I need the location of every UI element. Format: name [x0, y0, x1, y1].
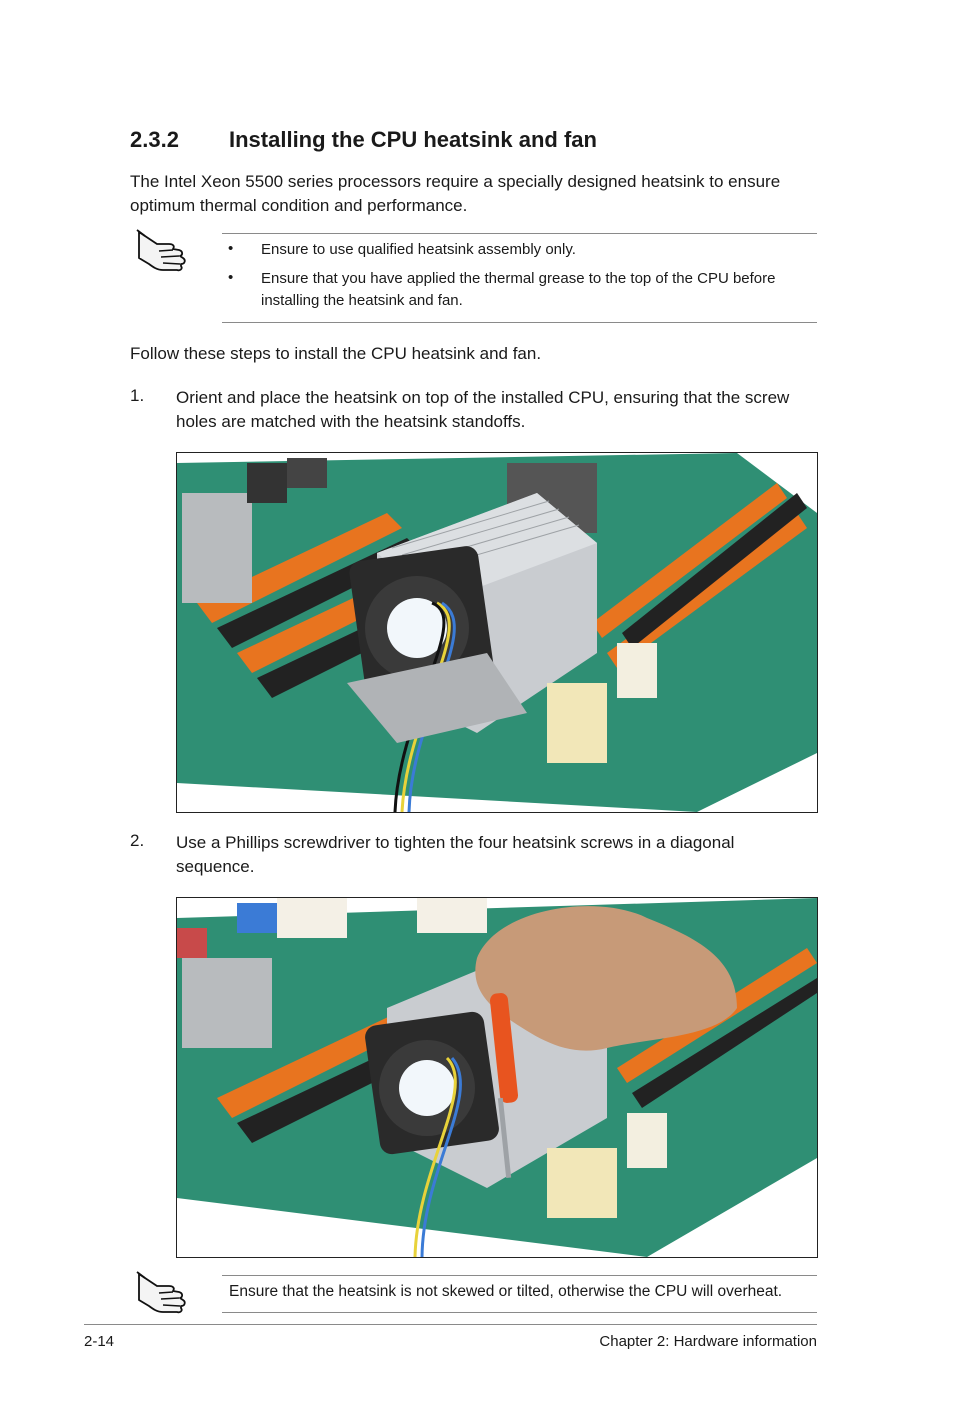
- intro-paragraph: The Intel Xeon 5500 series processors require a specially designed heatsink to ensure optimum thermal condition and performance.: [130, 172, 781, 215]
- step-2-number: 2.: [130, 831, 145, 850]
- step-1-text: Orient and place the heatsink on top of the installed CPU, ensuring that the screw holes are matched with the heatsink standoffs.: [176, 388, 790, 431]
- section-title: Installing the CPU heatsink and fan: [229, 127, 597, 152]
- page-number: 2-14: [84, 1333, 115, 1350]
- bullet-dot: •: [228, 269, 234, 286]
- bullet-dot: •: [228, 240, 234, 257]
- note1-top-rule: [222, 233, 817, 234]
- heatsink-placement-photo: [176, 452, 818, 813]
- note1-bullet-1: Ensure to use qualified heatsink assembly only.: [261, 241, 576, 258]
- note1-bottom-rule: [222, 322, 817, 323]
- section-heading: [130, 127, 597, 153]
- note2-bottom-rule: [222, 1312, 817, 1313]
- pointing-hand-icon: [135, 1266, 191, 1316]
- pointing-hand-icon: [135, 224, 191, 274]
- step-1-number: 1.: [130, 386, 145, 405]
- screwdriver-tightening-photo: [176, 897, 818, 1258]
- step-2-text: Use a Phillips screwdriver to tighten the four heatsink screws in a diagonal sequence.: [176, 833, 735, 876]
- footer-rule: [84, 1324, 817, 1325]
- section-number: 2.3.2: [130, 127, 179, 152]
- lead-in-text: Follow these steps to install the CPU heatsink and fan.: [130, 344, 542, 363]
- note2-text: Ensure that the heatsink is not skewed or tilted, otherwise the CPU will overheat.: [229, 1283, 783, 1300]
- note2-top-rule: [222, 1275, 817, 1276]
- note1-bullet-2: Ensure that you have applied the thermal grease to the top of the CPU before installing the heatsink and fan.: [261, 270, 776, 309]
- chapter-label: Chapter 2: Hardware information: [599, 1333, 817, 1350]
